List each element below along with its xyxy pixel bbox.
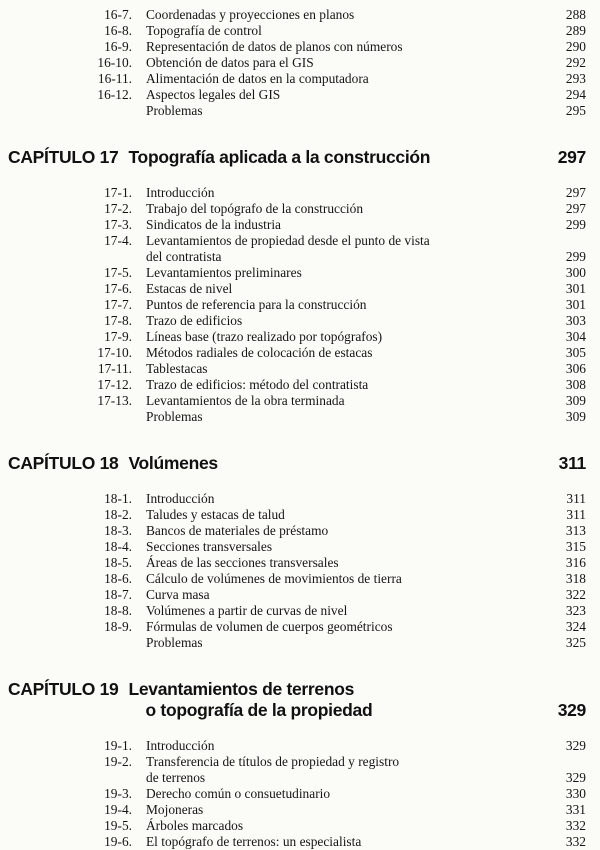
- entry-page-number: 305: [565, 345, 586, 360]
- toc-sections: [0, 7, 600, 850]
- entry-page-number: 332: [565, 818, 586, 833]
- entry-title: [146, 754, 542, 786]
- entry-page-number: 299: [565, 249, 586, 264]
- toc-entry: [76, 491, 586, 507]
- entry-page-number: 324: [565, 619, 586, 634]
- entry-title: [146, 818, 542, 834]
- entry-title-line: Levantamientos de la obra terminada: [146, 393, 345, 408]
- entry-title-line: Coordenadas y proyecciones en planos: [146, 7, 355, 22]
- entry-list: [76, 7, 586, 119]
- entry-title-line: Trazo de edificios: método del contratista: [146, 377, 369, 392]
- entry-page-number: 316: [565, 555, 586, 570]
- entry-page-number: 325: [565, 635, 586, 650]
- toc-entry: [76, 539, 586, 555]
- entry-number: 18-9.: [104, 619, 132, 634]
- entry-number: 18-3.: [104, 523, 132, 538]
- entry-page-number: 294: [565, 87, 586, 102]
- toc-entry: [76, 587, 586, 603]
- entry-title: [146, 834, 542, 850]
- entry-page-number: 329: [565, 738, 586, 753]
- entry-title-line: Secciones transversales: [146, 539, 273, 554]
- toc-entry: [76, 23, 586, 39]
- toc-entry: [76, 786, 586, 802]
- entry-title-line: Problemas: [146, 409, 203, 424]
- entry-page-number: 329: [565, 770, 586, 785]
- toc-entry: [76, 201, 586, 217]
- entry-title-line: Introducción: [146, 491, 215, 506]
- toc-entry: [76, 754, 586, 786]
- entry-title-line: Curva masa: [146, 587, 210, 602]
- entry-title: [146, 555, 542, 571]
- entry-page-number: 301: [565, 297, 586, 312]
- entry-number: 17-13.: [97, 393, 132, 408]
- entry-page-number: 309: [565, 409, 586, 424]
- entry-title: [146, 217, 542, 233]
- entry-number: 17-1.: [104, 185, 132, 200]
- entry-title-line: Levantamientos preliminares: [146, 265, 302, 280]
- chapter-title-line: Volúmenes: [128, 453, 218, 473]
- entry-title: [146, 233, 542, 265]
- toc-entry: [76, 393, 586, 409]
- entry-number: 16-10.: [97, 55, 132, 70]
- entry-title: [146, 281, 542, 297]
- toc-entry: [76, 7, 586, 23]
- entry-page-number: 331: [565, 802, 586, 817]
- entry-title-line: Tablestacas: [146, 361, 208, 376]
- entry-number: 18-1.: [104, 491, 132, 506]
- chapter-title: [128, 453, 558, 474]
- entry-page-number: 297: [565, 201, 586, 216]
- entry-title-line: Transferencia de títulos de propiedad y registro: [146, 754, 400, 769]
- entry-title-line: Introducción: [146, 185, 215, 200]
- entry-number: 18-6.: [104, 571, 132, 586]
- entry-page-number: 297: [565, 185, 586, 200]
- entry-title-line: Áreas de las secciones transversales: [146, 555, 339, 570]
- toc-entry: [76, 523, 586, 539]
- entry-title: [146, 603, 542, 619]
- toc-entry: [76, 361, 586, 377]
- entry-number: 18-7.: [104, 587, 132, 602]
- chapter-heading: [8, 679, 586, 721]
- toc-entry: [76, 103, 586, 119]
- entry-title-line: Trazo de edificios: [146, 313, 243, 328]
- entry-title-line: Obtención de datos para el GIS: [146, 55, 314, 70]
- toc-entry: [76, 635, 586, 651]
- entry-title-line: Cálculo de volúmenes de movimientos de tierra: [146, 571, 402, 586]
- entry-page-number: 318: [565, 571, 586, 586]
- entry-title: [146, 329, 542, 345]
- entry-title: [146, 571, 542, 587]
- toc-entry: [76, 217, 586, 233]
- entry-title: [146, 507, 542, 523]
- entry-title-line: Bancos de materiales de préstamo: [146, 523, 329, 538]
- toc-entry: [76, 738, 586, 754]
- entry-page-number: 311: [566, 507, 586, 522]
- entry-title: [146, 201, 542, 217]
- entry-title-line: Puntos de referencia para la construcción: [146, 297, 367, 312]
- entry-title-line: Problemas: [146, 103, 203, 118]
- entry-title: [146, 738, 542, 754]
- entry-title: [146, 523, 542, 539]
- chapter-label: CAPÍTULO 17: [8, 147, 119, 167]
- toc-entry: [76, 345, 586, 361]
- entry-title-line: Representación de datos de planos con números: [146, 39, 403, 54]
- toc-entry: [76, 297, 586, 313]
- entry-page-number: 315: [565, 539, 586, 554]
- chapter-label: CAPÍTULO 19: [8, 679, 119, 699]
- toc-entry: [76, 555, 586, 571]
- entry-title-line: Métodos radiales de colocación de estacas: [146, 345, 373, 360]
- entry-title-line: Levantamientos de propiedad desde el punto de vista: [146, 233, 430, 248]
- entry-page-number: 292: [565, 55, 586, 70]
- entry-number: 19-2.: [104, 754, 132, 769]
- entry-number: 19-4.: [104, 802, 132, 817]
- toc-entry: [76, 818, 586, 834]
- entry-list: [76, 738, 586, 850]
- chapter-page-number: 329: [557, 700, 586, 720]
- entry-number: 19-3.: [104, 786, 132, 801]
- chapter-page-number: 311: [558, 453, 586, 473]
- entry-number: 17-11.: [97, 361, 132, 376]
- entry-title: [146, 361, 542, 377]
- entry-number: 16-12.: [97, 87, 132, 102]
- entry-number: 17-7.: [104, 297, 132, 312]
- entry-title-line: Fórmulas de volumen de cuerpos geométricos: [146, 619, 393, 634]
- entry-number: 16-9.: [104, 39, 132, 54]
- entry-title-line: Estacas de nivel: [146, 281, 233, 296]
- chapter-title: [128, 679, 557, 721]
- entry-number: 17-6.: [104, 281, 132, 296]
- entry-number: 17-3.: [104, 217, 132, 232]
- toc-entry: [76, 802, 586, 818]
- entry-page-number: 308: [565, 377, 586, 392]
- entry-page-number: 301: [565, 281, 586, 296]
- entry-title: [146, 802, 542, 818]
- chapter-title-line: Topografía aplicada a la construcción: [128, 147, 431, 167]
- toc-entry: [76, 603, 586, 619]
- entry-number: 17-4.: [104, 233, 132, 248]
- entry-title: [146, 71, 542, 87]
- toc-entry: [76, 571, 586, 587]
- entry-list: [76, 491, 586, 651]
- toc-entry: [76, 185, 586, 201]
- entry-number: 17-9.: [104, 329, 132, 344]
- entry-title-line: Introducción: [146, 738, 215, 753]
- entry-title: [146, 23, 542, 39]
- entry-list: [76, 185, 586, 425]
- entry-page-number: 304: [565, 329, 586, 344]
- entry-title: [146, 39, 542, 55]
- entry-title-line: El topógrafo de terrenos: un especialista: [146, 834, 362, 849]
- chapter-label: CAPÍTULO 18: [8, 453, 119, 473]
- entry-title: [146, 87, 542, 103]
- entry-page-number: 293: [565, 71, 586, 86]
- toc-entry: [76, 409, 586, 425]
- entry-number: 17-5.: [104, 265, 132, 280]
- entry-title: [146, 409, 542, 425]
- entry-page-number: 299: [565, 217, 586, 232]
- entry-number: 16-7.: [104, 7, 132, 22]
- toc-entry: [76, 265, 586, 281]
- entry-title-line: Árboles marcados: [146, 818, 244, 833]
- toc-section: [0, 679, 600, 850]
- entry-page-number: 311: [566, 491, 586, 506]
- toc-section: [0, 7, 600, 119]
- chapter-title: [128, 147, 557, 168]
- entry-page-number: 309: [565, 393, 586, 408]
- entry-title-line: Alimentación de datos en la computadora: [146, 71, 369, 86]
- entry-number: 16-8.: [104, 23, 132, 38]
- toc-entry: [76, 233, 586, 265]
- entry-title: [146, 103, 542, 119]
- entry-number: 18-5.: [104, 555, 132, 570]
- toc-entry: [76, 313, 586, 329]
- chapter-title-line: o topografía de la propiedad: [145, 700, 373, 720]
- entry-page-number: 300: [565, 265, 586, 280]
- entry-page-number: 289: [565, 23, 586, 38]
- entry-title-line: Mojoneras: [146, 802, 204, 817]
- entry-title-line: Taludes y estacas de talud: [146, 507, 285, 522]
- chapter-page-number: 297: [557, 147, 586, 167]
- entry-number: 19-1.: [104, 738, 132, 753]
- entry-title-line: Sindicatos de la industria: [146, 217, 281, 232]
- toc-entry: [76, 377, 586, 393]
- entry-title-line: Aspectos legales del GIS: [146, 87, 281, 102]
- entry-page-number: 303: [565, 313, 586, 328]
- entry-page-number: 290: [565, 39, 586, 54]
- toc-entry: [76, 507, 586, 523]
- entry-page-number: 330: [565, 786, 586, 801]
- entry-title-line: Topografía de control: [146, 23, 262, 38]
- toc-entry: [76, 55, 586, 71]
- entry-page-number: 322: [565, 587, 586, 602]
- entry-title: [146, 377, 542, 393]
- entry-title: [146, 635, 542, 651]
- entry-number: 18-2.: [104, 507, 132, 522]
- entry-page-number: 323: [565, 603, 586, 618]
- entry-title: [146, 619, 542, 635]
- entry-title: [146, 393, 542, 409]
- toc-entry: [76, 834, 586, 850]
- toc-entry: [76, 39, 586, 55]
- entry-title: [146, 345, 542, 361]
- entry-title: [146, 55, 542, 71]
- entry-page-number: 306: [565, 361, 586, 376]
- toc-entry: [76, 329, 586, 345]
- entry-number: 16-11.: [97, 71, 132, 86]
- toc-entry: [76, 619, 586, 635]
- chapter-heading: [8, 147, 586, 168]
- entry-title: [146, 265, 542, 281]
- entry-title: [146, 539, 542, 555]
- entry-title: [146, 313, 542, 329]
- toc-entry: [76, 281, 586, 297]
- entry-page-number: 313: [565, 523, 586, 538]
- entry-title: [146, 297, 542, 313]
- entry-title: [146, 7, 542, 23]
- toc-entry: [76, 87, 586, 103]
- toc-section: [0, 147, 600, 425]
- entry-number: 18-8.: [104, 603, 132, 618]
- entry-title: [146, 786, 542, 802]
- entry-title-line: Derecho común o consuetudinario: [146, 786, 331, 801]
- entry-title: [146, 587, 542, 603]
- entry-page-number: 332: [565, 834, 586, 849]
- entry-title-line: de terrenos: [146, 770, 206, 785]
- entry-number: 17-10.: [97, 345, 132, 360]
- entry-number: 19-5.: [104, 818, 132, 833]
- chapter-title-line: Levantamientos de terrenos: [128, 679, 355, 699]
- entry-title: [146, 185, 542, 201]
- toc-section: [0, 453, 600, 651]
- entry-number: 17-2.: [104, 201, 132, 216]
- entry-number: 19-6.: [104, 834, 132, 849]
- entry-title-line: Problemas: [146, 635, 203, 650]
- entry-page-number: 295: [565, 103, 586, 118]
- entry-number: 17-8.: [104, 313, 132, 328]
- entry-title-line: del contratista: [146, 249, 222, 264]
- entry-title: [146, 491, 542, 507]
- toc-entry: [76, 71, 586, 87]
- chapter-heading: [8, 453, 586, 474]
- entry-number: 18-4.: [104, 539, 132, 554]
- entry-page-number: 288: [565, 7, 586, 22]
- entry-number: 17-12.: [97, 377, 132, 392]
- entry-title-line: Trabajo del topógrafo de la construcción: [146, 201, 364, 216]
- entry-title-line: Volúmenes a partir de curvas de nivel: [146, 603, 348, 618]
- entry-title-line: Líneas base (trazo realizado por topógrafos): [146, 329, 383, 344]
